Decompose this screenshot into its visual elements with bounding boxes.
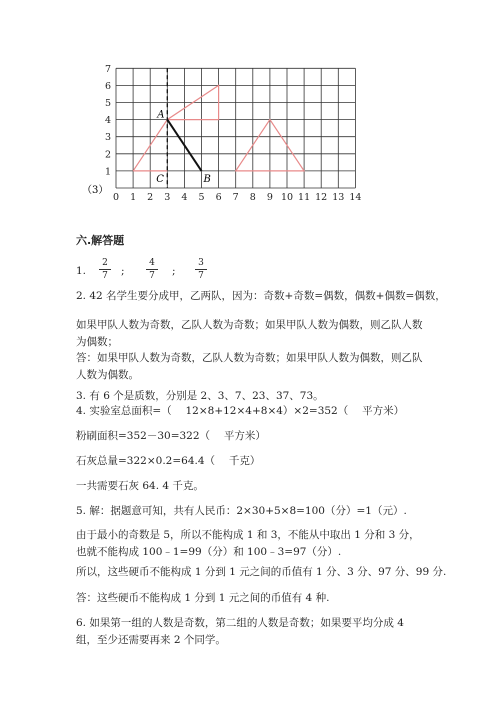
x-tick-label: 14 bbox=[349, 192, 362, 203]
y-tick-label: 1 bbox=[104, 166, 111, 178]
y-tick-label: 6 bbox=[104, 80, 111, 92]
q4-line-2: 粉刷面积=352－30=322（ 平方米） bbox=[76, 430, 266, 442]
y-tick-label: 7 bbox=[104, 63, 111, 75]
y-tick-label: 5 bbox=[104, 98, 111, 109]
y-tick-label: 4 bbox=[104, 115, 111, 127]
x-tick-label: 5 bbox=[198, 192, 205, 203]
x-tick-label: 0 bbox=[112, 192, 120, 203]
x-tick-label: 13 bbox=[332, 192, 345, 203]
q1-fraction-2: 4 7 bbox=[146, 258, 158, 281]
q5-line-1: 5. 解：据题意可知，共有人民币：2×30+5×8=100（分）=1（元）. bbox=[76, 505, 407, 517]
grid-figure bbox=[0, 0, 500, 215]
x-tick-label: 2 bbox=[147, 192, 154, 203]
red-trapezoid bbox=[133, 85, 219, 170]
point-c-label: C bbox=[156, 173, 164, 185]
x-tick-label: 9 bbox=[266, 192, 273, 203]
x-tick-label: 4 bbox=[181, 192, 188, 203]
q2-line: 2. 42 名学生要分成甲，乙两队，因为：奇数+奇数=偶数，偶数+偶数=偶数， bbox=[76, 290, 446, 302]
x-tick-label: 12 bbox=[315, 192, 328, 203]
q2-answer: 答：如果甲队人数为奇数，乙队人数为奇数；如果甲队人数为偶数，则乙队人数为偶数。 bbox=[76, 352, 423, 381]
q6-paragraph: 6. 如果第一组的人数是奇数，第二组的人数是奇数；如果要平均分成 4 组，至少还需要再来 2 个同学。 bbox=[76, 617, 404, 646]
y-tick-label: 2 bbox=[104, 149, 111, 161]
q3-text: 3. 有 6 个是质数，分别是 2、3、7、23、37、73。 bbox=[76, 390, 324, 402]
x-tick-label: 6 bbox=[215, 192, 222, 203]
q2-paragraph: 如果甲队人数为奇数，乙队人数为奇数；如果甲队人数为偶数，则乙队人数为偶数； bbox=[76, 319, 423, 348]
q1-fraction-1: 2 7 bbox=[99, 258, 111, 281]
section-title: 六.解答题 bbox=[76, 234, 125, 247]
figure-label: （3） bbox=[82, 185, 109, 196]
x-tick-label: 8 bbox=[249, 192, 256, 203]
q5-line-3: 所以，这些硬币不能构成 1 分到 1 元之间的币值有 1 分、3 分、97 分、99 分. bbox=[76, 566, 447, 578]
q1-separator-1: ; bbox=[121, 265, 125, 277]
q1-fraction-3: 3 7 bbox=[195, 258, 207, 281]
x-tick-label: 7 bbox=[232, 192, 239, 203]
x-tick-labels bbox=[113, 192, 361, 203]
q5-line-4: 答：这些硬币不能构成 1 分到 1 元之间的币值有 4 种. bbox=[76, 592, 330, 604]
q4-line-1: 4. 实验室总面积=（ 12×8+12×4+8×4）×2=352（ 平方米） bbox=[76, 405, 405, 417]
point-b-label: B bbox=[203, 173, 211, 185]
q5-paragraph: 由于最小的奇数是 5，所以不能构成 1 和 3，不能从中取出 1 分和 3 分，也就不能构成 100﹣1=99（分）和 100﹣3=97（分）. bbox=[76, 529, 420, 558]
q4-line-4: 一共需要石灰 64. 4 千克。 bbox=[76, 480, 204, 492]
point-a-label: A bbox=[157, 109, 165, 121]
x-tick-label: 10 bbox=[280, 192, 294, 203]
q1-number: 1. bbox=[76, 265, 87, 277]
q4-line-3: 石灰总量=322×0.2=64.4（ 千克） bbox=[76, 455, 261, 467]
x-tick-label: 3 bbox=[164, 192, 171, 203]
y-tick-label: 3 bbox=[104, 132, 111, 144]
q1-separator-2: ; bbox=[172, 265, 176, 277]
x-tick-label: 1 bbox=[130, 192, 137, 203]
x-tick-label: 11 bbox=[298, 192, 311, 203]
y-tick-labels bbox=[105, 64, 111, 178]
